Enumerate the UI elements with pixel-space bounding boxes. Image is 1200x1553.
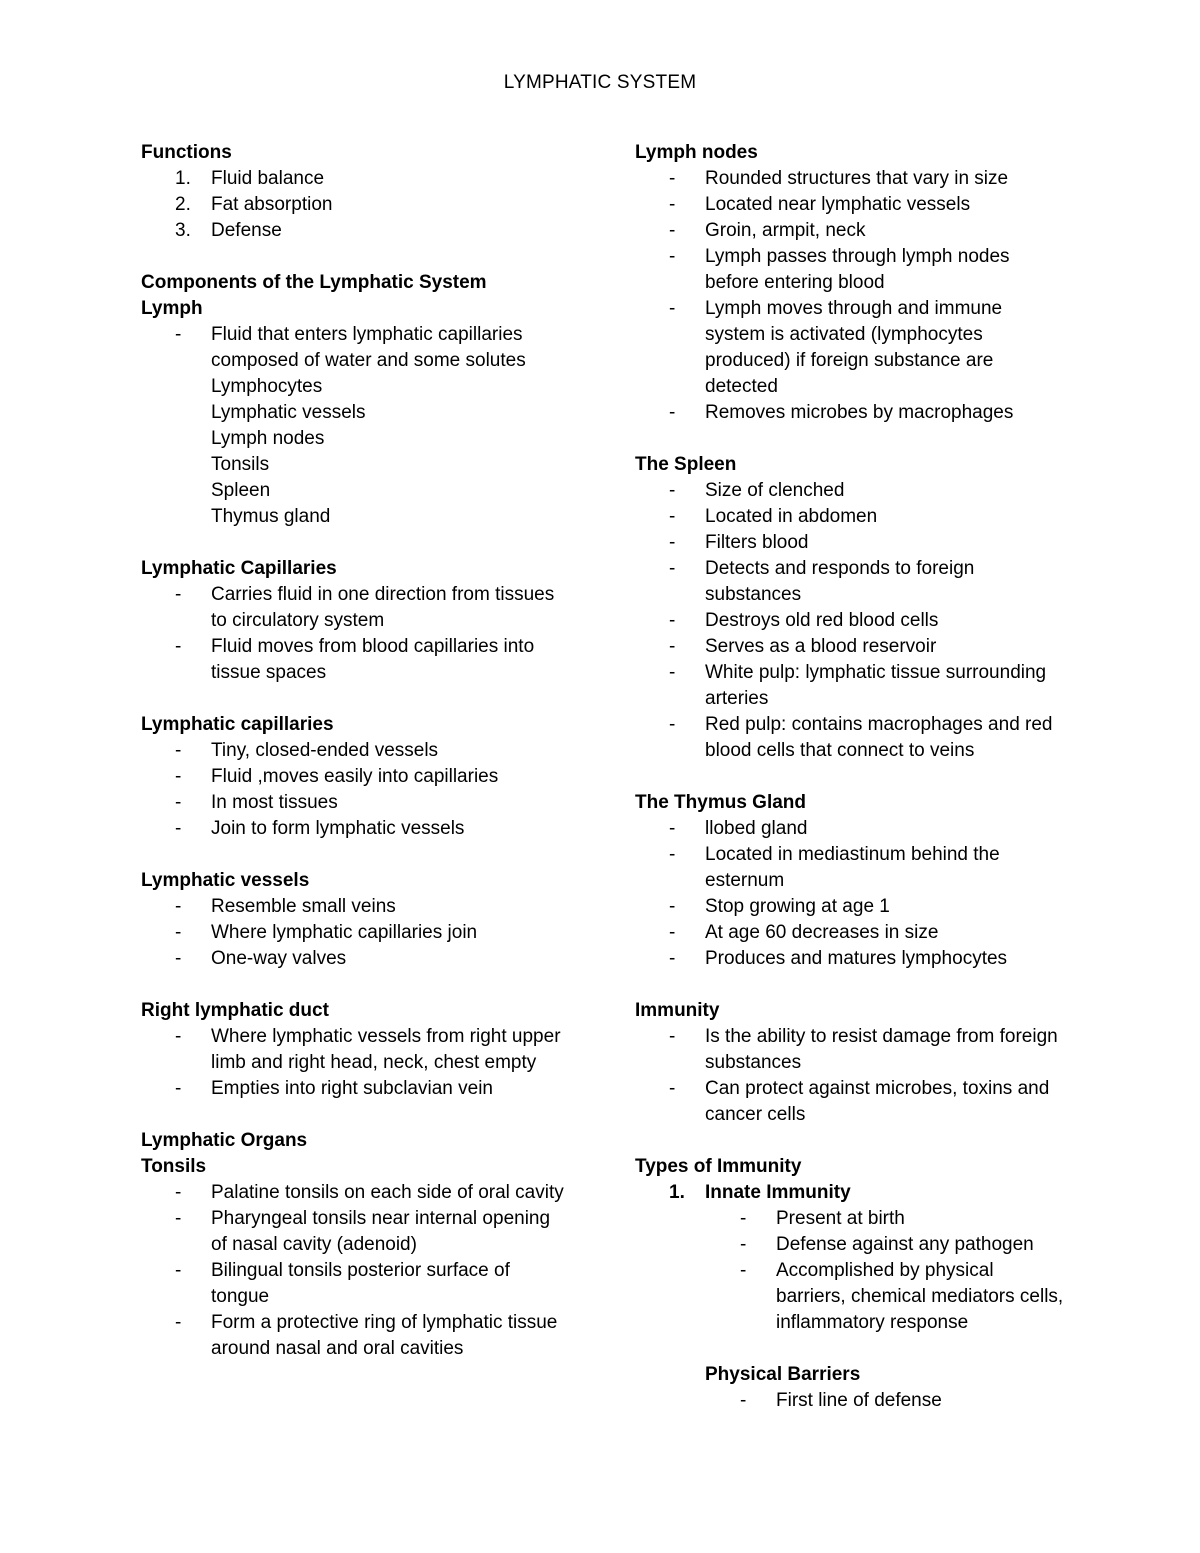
list-item: - One-way valves xyxy=(175,948,347,969)
capillaries-section-2 xyxy=(141,712,611,842)
tonsils-list xyxy=(141,1180,611,1362)
list-item: - Join to form lymphatic vessels xyxy=(175,818,465,839)
list-item: - Located near lymphatic vessels xyxy=(669,194,971,215)
plain-line: Spleen xyxy=(211,480,271,501)
nodes-section xyxy=(635,140,1105,426)
vessels-heading: Lymphatic vessels xyxy=(141,870,310,891)
list-item: - Where lymphatic vessels from right upper limb and right head, neck, chest empty xyxy=(175,1026,561,1073)
list-item: - Stop growing at age 1 xyxy=(669,896,890,917)
plain-line: Lymphatic vessels xyxy=(211,402,366,423)
organs-heading: Lymphatic Organs xyxy=(141,1130,308,1151)
list-item: - Carries fluid in one direction from tissues to circulatory system xyxy=(175,584,555,631)
list-item: - Located in abdomen xyxy=(669,506,878,527)
spleen-heading: The Spleen xyxy=(635,454,737,475)
organs-section xyxy=(141,1128,611,1362)
list-item: - Produces and matures lymphocytes xyxy=(669,948,1008,969)
lymph-heading: Lymph xyxy=(141,298,203,319)
list-item: - Rounded structures that vary in size xyxy=(669,168,1009,189)
innate-list xyxy=(635,1206,1105,1336)
thymus-heading: The Thymus Gland xyxy=(635,792,807,813)
list-item: - At age 60 decreases in size xyxy=(669,922,939,943)
spleen-list xyxy=(635,478,1105,764)
list-item: - Resemble small veins xyxy=(175,896,396,917)
components-heading: Components of the Lymphatic System xyxy=(141,272,487,293)
physical-barriers-heading: Physical Barriers xyxy=(705,1364,861,1385)
capillaries-heading-1: Lymphatic Capillaries xyxy=(141,558,337,579)
immunity-heading: Immunity xyxy=(635,1000,720,1021)
list-item: - Filters blood xyxy=(669,532,809,553)
plain-line: Lymph nodes xyxy=(211,428,325,449)
immunity-section xyxy=(635,998,1105,1128)
list-item: - Lymph passes through lymph nodes before entering blood xyxy=(669,246,1010,293)
plain-line: Tonsils xyxy=(211,454,270,475)
thymus-section xyxy=(635,790,1105,972)
list-item: - In most tissues xyxy=(175,792,338,813)
list-item: 2. Fat absorption xyxy=(175,194,333,215)
vessels-section xyxy=(141,868,611,972)
list-item: - Fluid that enters lymphatic capillaries xyxy=(175,324,523,345)
list-item: - Empties into right subclavian vein xyxy=(175,1078,493,1099)
tonsils-heading: Tonsils xyxy=(141,1156,207,1177)
list-item: - Pharyngeal tonsils near internal opening of nasal cavity (adenoid) xyxy=(175,1208,551,1255)
thymus-list xyxy=(635,816,1105,972)
components-section xyxy=(141,270,611,530)
list-item: - Where lymphatic capillaries join xyxy=(175,922,478,943)
nodes-list xyxy=(635,166,1105,426)
list-item: 1. Fluid balance xyxy=(175,168,325,189)
types-heading: Types of Immunity xyxy=(635,1156,802,1177)
vessels-list xyxy=(141,894,611,972)
list-item: - First line of defense xyxy=(740,1390,942,1411)
right-column xyxy=(635,140,1105,1440)
functions-section xyxy=(141,140,611,244)
plain-line: Thymus gland xyxy=(211,506,331,527)
functions-heading: Functions xyxy=(141,142,232,163)
list-item: - Defense against any pathogen xyxy=(740,1234,1034,1255)
list-item: - Detects and responds to foreign substances xyxy=(669,558,975,605)
list-item: - Tiny, closed-ended vessels xyxy=(175,740,439,761)
list-item: - Located in mediastinum behind the esternum xyxy=(669,844,1000,891)
spleen-section xyxy=(635,452,1105,764)
list-item: - Destroys old red blood cells xyxy=(669,610,939,631)
plain-line: composed of water and some solutes xyxy=(211,350,526,371)
left-column xyxy=(141,140,611,1388)
page-title: LYMPHATIC SYSTEM xyxy=(503,72,697,93)
list-item: - Size of clenched xyxy=(669,480,845,501)
list-item: - White pulp: lymphatic tissue surrounding arteries xyxy=(669,662,1047,709)
list-item: - Lymph moves through and immune system is activated (lymphocytes produced) if foreign substance are detected xyxy=(669,298,1003,397)
list-item: - Removes microbes by macrophages xyxy=(669,402,1014,423)
lymph-list xyxy=(141,322,611,348)
physical-barriers-list xyxy=(635,1388,1105,1414)
nodes-heading: Lymph nodes xyxy=(635,142,758,163)
list-item: - Bilingual tonsils posterior surface of tongue xyxy=(175,1260,510,1307)
list-item: - Form a protective ring of lymphatic tissue around nasal and oral cavities xyxy=(175,1312,558,1359)
list-item: - Is the ability to resist damage from foreign substances xyxy=(669,1026,1058,1073)
capillaries-heading-2: Lymphatic capillaries xyxy=(141,714,334,735)
duct-list xyxy=(141,1024,611,1102)
immunity-list xyxy=(635,1024,1105,1128)
types-section xyxy=(635,1154,1105,1414)
capillaries-list-1 xyxy=(141,582,611,686)
capillaries-list-2 xyxy=(141,738,611,842)
list-item: 3. Defense xyxy=(175,220,282,241)
list-item: - Accomplished by physical barriers, chemical mediators cells, inflammatory response xyxy=(740,1260,1064,1333)
list-item: - Serves as a blood reservoir xyxy=(669,636,937,657)
capillaries-section-1 xyxy=(141,556,611,686)
list-item: - Red pulp: contains macrophages and red blood cells that connect to veins xyxy=(669,714,1053,761)
list-item: - Fluid moves from blood capillaries into tissue spaces xyxy=(175,636,535,683)
duct-heading: Right lymphatic duct xyxy=(141,1000,329,1021)
functions-list xyxy=(141,166,611,244)
list-item: - Present at birth xyxy=(740,1208,905,1229)
innate-heading: 1. Innate Immunity xyxy=(669,1182,851,1203)
list-item: - Can protect against microbes, toxins and cancer cells xyxy=(669,1078,1050,1125)
list-item: - llobed gland xyxy=(669,818,808,839)
list-item: - Palatine tonsils on each side of oral cavity xyxy=(175,1182,564,1203)
list-item: - Groin, armpit, neck xyxy=(669,220,866,241)
plain-line: Lymphocytes xyxy=(211,376,323,397)
duct-section xyxy=(141,998,611,1102)
list-item: - Fluid ,moves easily into capillaries xyxy=(175,766,499,787)
